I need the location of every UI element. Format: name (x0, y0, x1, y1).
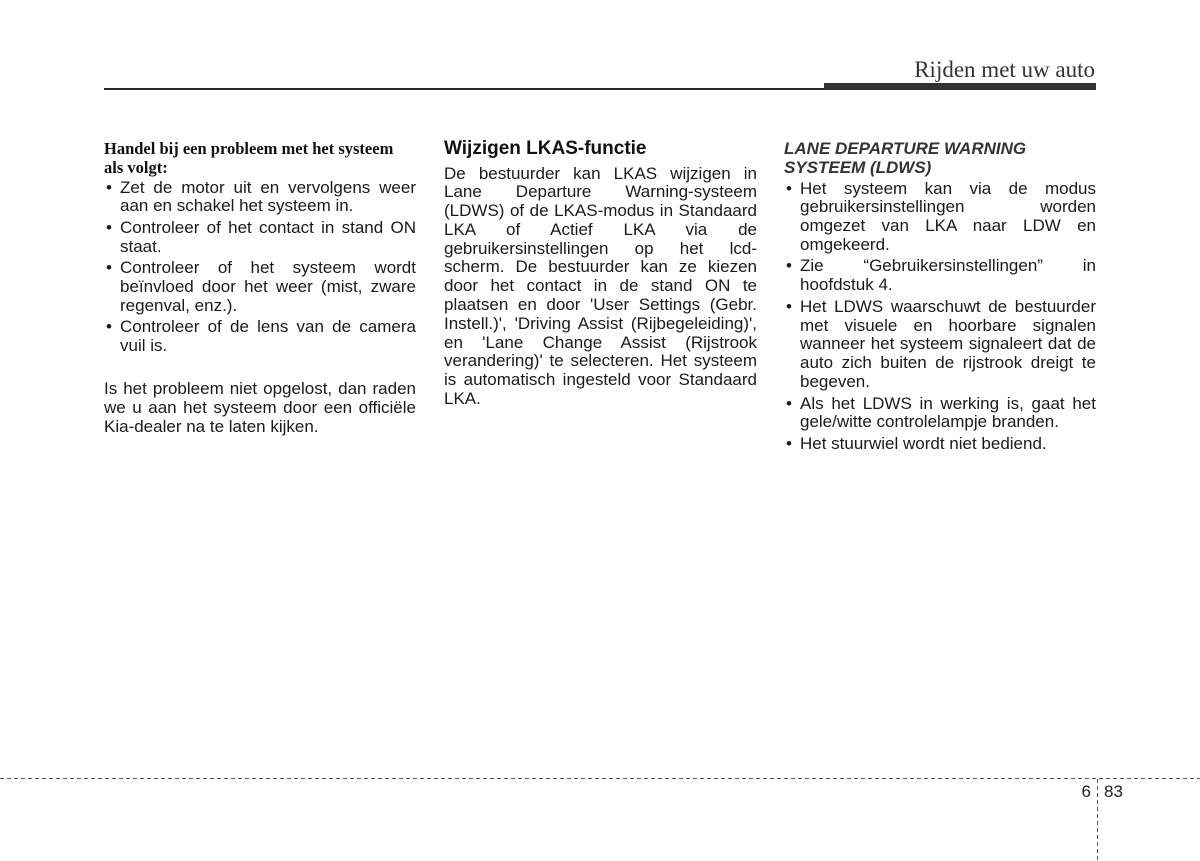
ldws-heading (784, 139, 1096, 177)
paragraph-line: Instell.)', 'Driving Assist (Rijbegeleiding)', (444, 313, 757, 333)
bullet: • (786, 296, 792, 316)
column-lkas-function (444, 138, 757, 409)
paragraph-line: gebruikersinstellingen op het lcd- (444, 238, 757, 258)
paragraph-line: (LDWS) of de LKAS-modus in Standaard (444, 201, 757, 221)
bullet-line: Controleer of de lens van de camera (120, 317, 416, 337)
lkas-heading: Wijzigen LKAS-functie (444, 138, 647, 159)
troubleshooting-heading (104, 139, 416, 177)
chapter-number: 6 (1081, 782, 1091, 801)
list-item (784, 180, 1096, 255)
bullet: • (106, 317, 112, 337)
heading-line: LANE DEPARTURE WARNING (784, 138, 1027, 158)
column-troubleshooting (104, 139, 416, 437)
bullet-line: wanneer het systeem signaleert dat de (800, 334, 1096, 354)
bullet: • (106, 258, 112, 278)
bullet-line: Zie “Gebruikersinstellingen” in (800, 256, 1096, 276)
list-item (784, 257, 1096, 295)
paragraph-line: LKA of Actief LKA via de (444, 219, 757, 239)
list-item (104, 219, 416, 257)
paragraph-line: De bestuurder kan LKAS wijzigen in (444, 163, 757, 183)
bullet-line: Als het LDWS in werking is, gaat het (800, 393, 1096, 413)
list-item (784, 395, 1096, 433)
page-number-divider (1097, 779, 1098, 861)
heading-line: SYSTEEM (LDWS) (784, 157, 932, 177)
footer-divider (0, 778, 1200, 779)
paragraph-line: verandering)' te selecteren. Het systeem (444, 351, 757, 371)
list-item (784, 298, 1096, 392)
bullet-line: met visuele en hoorbare signalen (800, 315, 1096, 335)
chapter-header-title: Rijden met uw auto (914, 57, 1095, 82)
bullet: • (786, 434, 792, 454)
bullet: • (786, 256, 792, 276)
list-item (104, 179, 416, 217)
bullet-line: begeven. (800, 372, 870, 392)
lkas-paragraph (444, 165, 757, 409)
list-item (104, 259, 416, 315)
paragraph-line: we u aan het systeem door een officiële (104, 397, 416, 417)
bullet-line: omgezet van LKA naar LDW en (800, 216, 1096, 236)
bullet-line: gele/witte controlelampje branden. (800, 412, 1059, 432)
bullet-line: beïnvloed door het weer (mist, zware (120, 277, 416, 297)
bullet-line: Het systeem kan via de modus (800, 178, 1096, 198)
paragraph-line: Kia-dealer na te laten kijken. (104, 416, 319, 436)
ldws-list (784, 180, 1096, 454)
page-number: 83 (1104, 782, 1123, 801)
bullet-line: Het stuurwiel wordt niet bediend. (800, 434, 1047, 454)
paragraph-line: Is het probleem niet opgelost, dan raden (104, 379, 416, 399)
dealer-advice-paragraph (104, 380, 416, 436)
bullet: • (106, 217, 112, 237)
bullet-line: auto zich buiten de rijstrook dreigt te (800, 353, 1096, 373)
bullet-line: Controleer of het systeem wordt (120, 258, 416, 278)
paragraph-line: is automatisch ingesteld voor Standaard (444, 370, 757, 390)
bullet-line: Zet de motor uit en vervolgens weer (120, 177, 416, 197)
bullet-line: aan en schakel het systeem in. (120, 196, 354, 216)
paragraph-line: en 'Lane Change Assist (Rijstrook (444, 332, 757, 352)
bullet-line: staat. (120, 236, 162, 256)
bullet: • (786, 393, 792, 413)
bullet-line: omgekeerd. (800, 234, 890, 254)
bullet-line: Controleer of het contact in stand ON (120, 217, 416, 237)
heading-line: als volgt: (104, 157, 168, 177)
paragraph-line: door het contact in de stand ON te (444, 276, 757, 296)
header-rule-accent (824, 83, 1096, 90)
list-item (104, 318, 416, 356)
heading-line: Handel bij een probleem met het systeem (104, 138, 394, 158)
troubleshooting-list (104, 179, 416, 357)
bullet-line: vuil is. (120, 336, 168, 356)
list-item (784, 435, 1096, 454)
bullet-line: Het LDWS waarschuwt de bestuurder (800, 296, 1096, 316)
paragraph-line: scherm. De bestuurder kan ze kiezen (444, 257, 757, 277)
bullet: • (786, 178, 792, 198)
bullet-line: regenval, enz.). (120, 295, 238, 315)
paragraph-line: Lane Departure Warning-systeem (444, 182, 757, 202)
paragraph-line: LKA. (444, 389, 481, 409)
paragraph-line: plaatsen en door 'User Settings (Gebr. (444, 295, 757, 315)
bullet-line: hoofdstuk 4. (800, 275, 893, 295)
bullet: • (106, 177, 112, 197)
column-ldws (784, 139, 1096, 454)
bullet-line: gebruikersinstellingen worden (800, 197, 1096, 217)
